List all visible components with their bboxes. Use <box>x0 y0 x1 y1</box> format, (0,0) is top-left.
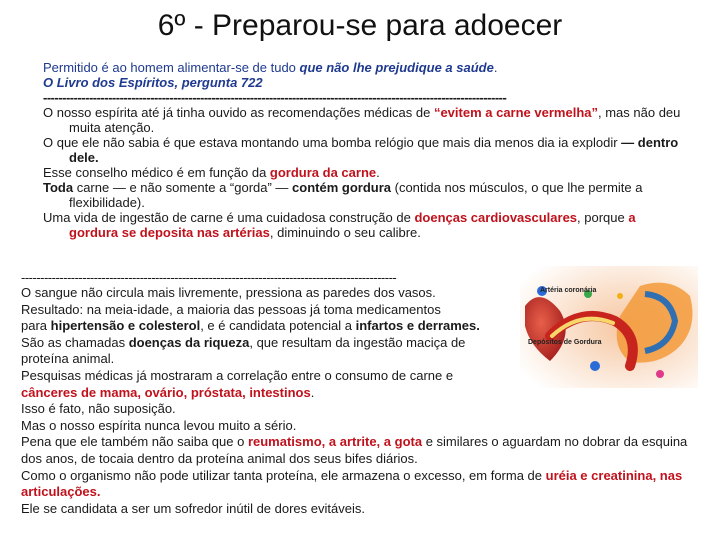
text: , que resultam da ingestão maciça de proteína animal. <box>21 334 466 367</box>
paragraph-6: O sangue não circula mais livremente, pressiona as paredes dos vasos. <box>21 285 436 300</box>
paragraph-12 <box>21 434 691 467</box>
paragraph-4 <box>43 180 683 210</box>
text: , e é candidata potencial a <box>200 318 356 334</box>
text: carne — e não somente a “gorda” — <box>73 180 293 195</box>
label-artery: Artéria coronária <box>540 287 597 294</box>
paragraph-1 <box>43 105 683 135</box>
text: para <box>21 318 51 334</box>
text: (contida nos músculos, o que lhe permite a flexibilidade). <box>69 180 643 210</box>
emphasis: Toda <box>43 180 74 195</box>
highlight: “evitem a carne vermelha” <box>433 105 598 120</box>
paragraph-13 <box>21 468 691 501</box>
heart-artery-illustration <box>520 266 698 388</box>
quote-emphasis: que não lhe prejudique a saúde <box>299 60 494 75</box>
quote-post: . <box>493 60 498 75</box>
text: Uma vida de ingestão de carne é uma cuidadosa construção de <box>43 210 415 225</box>
label-deposits: Depósitos de Gordura <box>528 339 602 346</box>
molecule-icon <box>656 370 664 378</box>
text: e similares o aguardam no dobrar da esquina dos anos, de tocaia dentro da proteína animal dos seus bifes diários. <box>21 434 688 466</box>
paragraph-2 <box>43 135 683 165</box>
quote-pre: Permitido é ao homem alimentar-se de tudo <box>43 60 300 75</box>
highlight: gordura da carne <box>269 165 377 180</box>
paragraph-5 <box>43 210 683 240</box>
text: O que ele não sabia é que estava montando uma bomba relógio que mais dia menos dia ia explodir <box>43 135 622 150</box>
slide-title: 6º - Preparou-se para adoecer <box>157 9 563 42</box>
paragraph-3 <box>43 165 683 180</box>
highlight: a gordura se deposita nas artérias <box>69 210 636 240</box>
emphasis: doenças da riqueza <box>128 334 250 350</box>
highlight: doenças cardiovasculares <box>414 210 578 225</box>
emphasis: contém gordura <box>292 180 392 195</box>
paragraph-9 <box>21 368 501 401</box>
highlight: uréia e creatinina, nas articulações. <box>21 467 683 500</box>
text: Pesquisas médicas já mostraram a correlação entre o consumo de carne e <box>21 367 454 383</box>
molecule-icon <box>617 293 623 299</box>
separator-1: ------------------------------------------------------------------------------------------------------------------------- <box>43 90 507 105</box>
quote-text <box>43 60 683 75</box>
text: , mas não deu muita atenção. <box>69 105 681 135</box>
paragraph-11: Mas o nosso espírita nunca levou muito a sério. <box>21 417 297 433</box>
paragraph-10: Isso é fato, não suposição. <box>21 401 176 417</box>
text: , porque <box>577 210 629 225</box>
text: , diminuindo o seu calibre. <box>269 225 421 240</box>
intro-section <box>43 60 683 240</box>
text: Pena que ele também não saiba que o <box>21 434 248 450</box>
paragraph-8 <box>21 335 501 368</box>
emphasis: infartos e derrames. <box>355 318 480 334</box>
quote-source: O Livro dos Espíritos, pergunta 722 <box>43 75 263 90</box>
emphasis: hipertensão e colesterol <box>50 318 201 334</box>
text: Esse conselho médico é em função da <box>43 165 270 180</box>
highlight: reumatismo, a artrite, a gota <box>247 434 423 450</box>
text: O nosso espírita até já tinha ouvido as recomendações médicas de <box>43 105 434 120</box>
paragraph-14: Ele se candidata a ser um sofredor inútil de dores evitáveis. <box>21 500 365 516</box>
text: Resultado: na meia-idade, a maioria das pessoas já toma medicamentos <box>21 301 441 317</box>
paragraph-7 <box>21 302 521 335</box>
text: . <box>376 165 380 180</box>
text: . <box>310 384 315 400</box>
molecule-icon <box>590 361 600 371</box>
text: São as chamadas <box>21 334 129 350</box>
text: Como o organismo não pode utilizar tanta proteína, ele armazena o excesso, em forma de <box>21 467 546 483</box>
emphasis: — dentro dele. <box>69 135 679 165</box>
separator-2: -------------------------------------------------------------------------------------------------- <box>21 270 397 285</box>
highlight: cânceres de mama, ovário, próstata, intestinos <box>21 384 311 400</box>
